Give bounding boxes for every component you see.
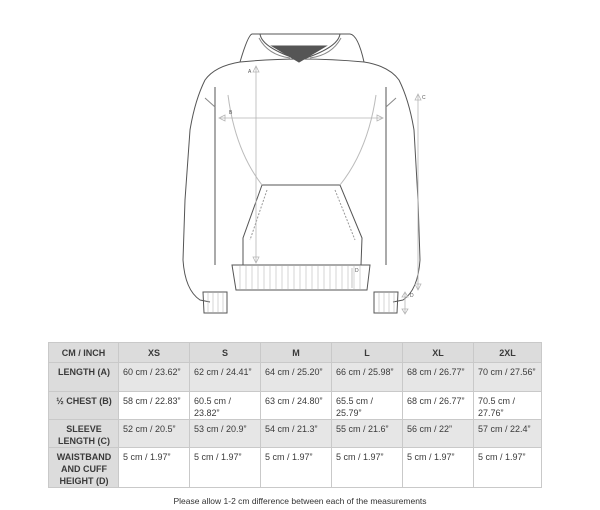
table-row-waistband [49,448,542,488]
table-cell: 55 cm / 21.6” [332,420,403,448]
table-cell: 66 cm / 25.98” [332,363,403,392]
table-cell: 54 cm / 21.3” [261,420,332,448]
svg-text:B: B [229,110,233,116]
size-header-xs: XS [119,343,190,363]
table-row-sleeve [49,420,542,448]
table-cell: 65.5 cm / 25.79” [332,392,403,420]
table-cell: 5 cm / 1.97” [403,448,474,488]
svg-text:C: C [422,95,426,101]
table-header-row [49,343,542,363]
table-cell: 53 cm / 20.9” [190,420,261,448]
table-cell: 5 cm / 1.97” [332,448,403,488]
table-cell: 70 cm / 27.56” [474,363,542,392]
size-chart-table [48,342,542,488]
table-row-chest [49,392,542,420]
table-cell: 68 cm / 26.77” [403,392,474,420]
table-cell: 5 cm / 1.97” [474,448,542,488]
table-cell: 63 cm / 24.80” [261,392,332,420]
table-cell: 56 cm / 22” [403,420,474,448]
table-cell: 58 cm / 22.83” [119,392,190,420]
table-cell: 57 cm / 22.4” [474,420,542,448]
table-cell: 5 cm / 1.97” [261,448,332,488]
svg-text:A: A [248,69,252,75]
size-header-s: S [190,343,261,363]
table-cell: 62 cm / 24.41” [190,363,261,392]
row-label: ½ CHEST (B) [49,392,119,420]
footer-note: Please allow 1-2 cm difference between each of the measurements [173,496,427,506]
row-label: SLEEVE LENGTH (C) [49,420,119,448]
size-header-2xl: 2XL [474,343,542,363]
table-row-length [49,363,542,392]
row-label: WAISTBAND AND CUFF HEIGHT (D) [49,448,119,488]
table-cell: 5 cm / 1.97” [190,448,261,488]
row-label: LENGTH (A) [49,363,119,392]
size-header-l: L [332,343,403,363]
table-cell: 5 cm / 1.97” [119,448,190,488]
table-cell: 64 cm / 25.20” [261,363,332,392]
svg-text:D: D [410,293,414,299]
size-header-m: M [261,343,332,363]
table-cell: 70.5 cm / 27.76” [474,392,542,420]
table-cell: 60.5 cm / 23.82” [190,392,261,420]
svg-text:D: D [355,268,359,274]
corner-header: CM / INCH [49,343,119,363]
size-header-xl: XL [403,343,474,363]
table-cell: 60 cm / 23.62” [119,363,190,392]
table-cell: 68 cm / 26.77” [403,363,474,392]
table-cell: 52 cm / 20.5” [119,420,190,448]
